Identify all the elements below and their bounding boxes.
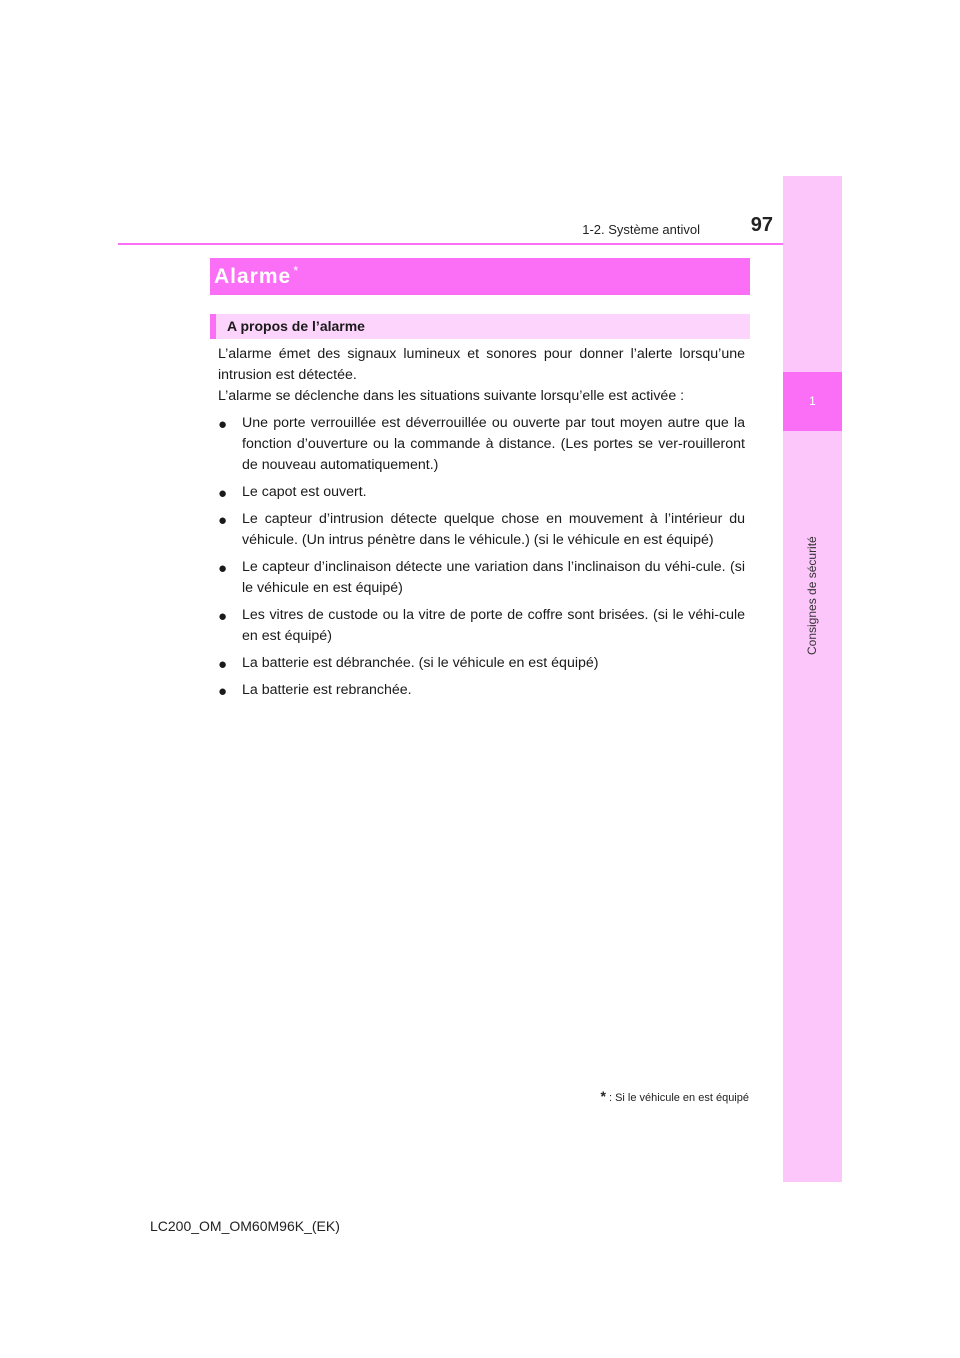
bullet-icon: ● (218, 608, 228, 625)
footnote (520, 1088, 749, 1104)
list-item-text: Le capteur d’inclinaison détecte une variation dans l’inclinaison du véhi-cule. (si le véhicule en est équipé) (242, 559, 745, 596)
chapter-side-tab (783, 176, 842, 1182)
intro-paragraph: L’alarme émet des signaux lumineux et sonores pour donner l’alerte lorsqu’une intrusion est détectée. (218, 346, 745, 383)
list-item (218, 557, 745, 599)
bullet-icon: ● (218, 416, 228, 433)
list-item-text: La batterie est rebranchée. (242, 682, 412, 698)
page-title-text: Alarme (214, 265, 292, 288)
list-item-text: Une porte verrouillée est déverrouillée ou ouverte par tout moyen autre que la fonction d’ouverture ou la commande à distance. (Les portes se ver-rouilleront de nouveau automatiquement.) (242, 415, 745, 473)
list-item (218, 482, 745, 503)
page-title (214, 263, 299, 289)
chapter-number: 1 (809, 394, 816, 408)
header-rule (118, 243, 842, 245)
list-item-text: La batterie est débranchée. (si le véhicule en est équipé) (242, 655, 599, 671)
subheading-bar (210, 314, 750, 339)
list-item (218, 680, 745, 701)
body-text (218, 344, 745, 701)
list-item (218, 509, 745, 551)
title-asterisk: * (293, 263, 300, 278)
section-title: 1-2. Système antivol (582, 222, 700, 237)
list-item-text: Le capot est ouvert. (242, 484, 367, 500)
list-item-text: Le capteur d’intrusion détecte quelque chose en mouvement à l’intérieur du véhicule. (Un intrus pénètre dans le véhicule.) (si le véhicule en est équipé) (242, 511, 745, 548)
footnote-asterisk-icon: * (600, 1088, 606, 1104)
document-code: LC200_OM_OM60M96K_(EK) (150, 1218, 340, 1234)
subheading: A propos de l’alarme (227, 318, 365, 334)
bullet-list (218, 413, 745, 701)
page-number: 97 (750, 214, 773, 236)
page-title-bar (210, 258, 750, 295)
footnote-text: : Si le véhicule en est équipé (608, 1092, 749, 1104)
list-item (218, 653, 745, 674)
bullet-icon: ● (218, 512, 228, 529)
list-item (218, 413, 745, 476)
bullet-icon: ● (218, 485, 228, 502)
intro-paragraph: L’alarme se déclenche dans les situations suivante lorsqu’elle est activée : (218, 388, 685, 404)
bullet-icon: ● (218, 560, 228, 577)
bullet-icon: ● (218, 683, 228, 700)
list-item-text: Les vitres de custode ou la vitre de porte de coffre sont brisées. (si le véhi-cule en est équipé) (242, 607, 745, 644)
chapter-title: Consignes de sécurité (805, 536, 819, 656)
list-item (218, 605, 745, 647)
bullet-icon: ● (218, 656, 228, 673)
